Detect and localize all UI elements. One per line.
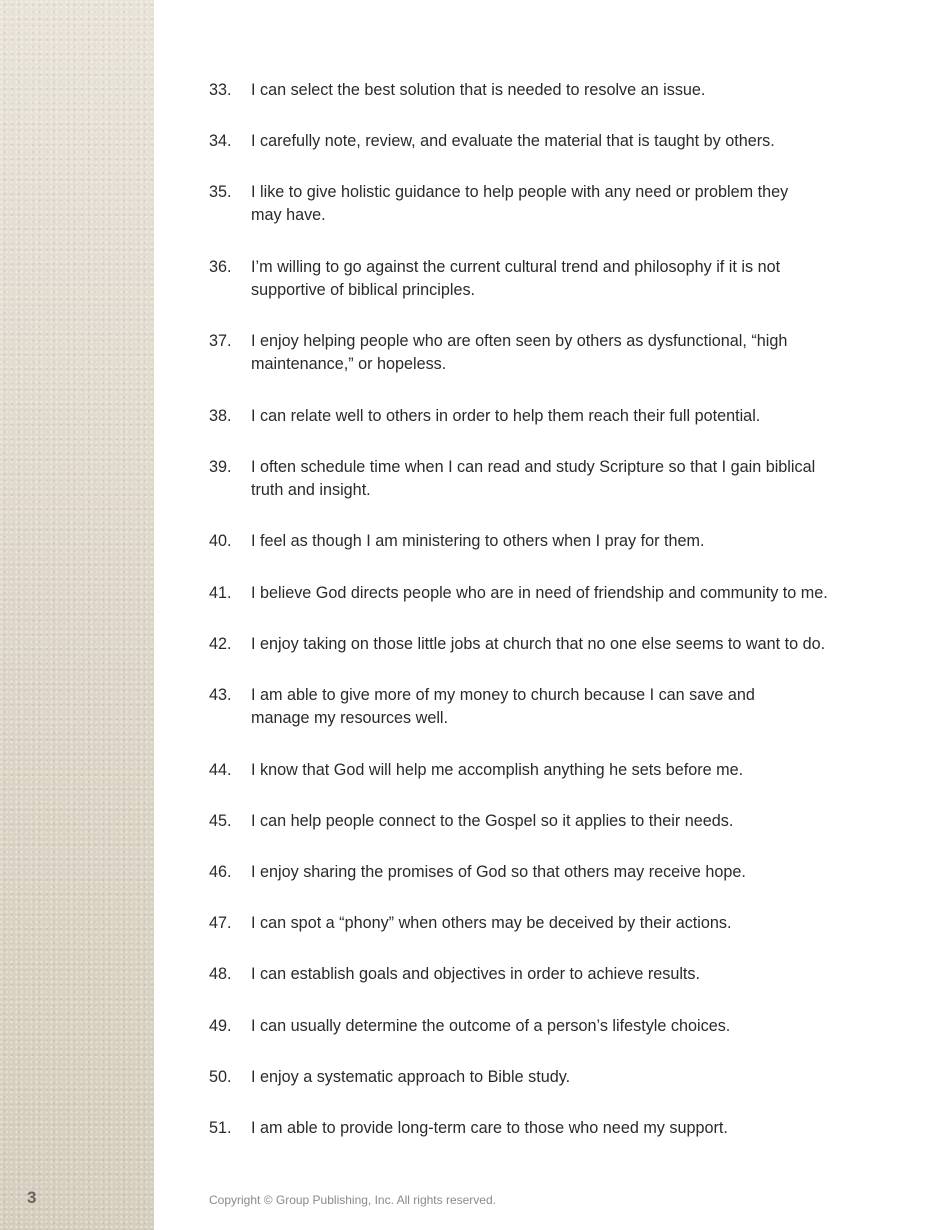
copyright-notice: Copyright © Group Publishing, Inc. All rights reserved. [209, 1193, 496, 1207]
item-text-line-1: I like to give holistic guidance to help people with any need or problem they [251, 183, 789, 201]
item-number: 35. [209, 183, 232, 201]
item-text: I can select the best solution that is needed to resolve an issue. [251, 81, 706, 99]
item-text: I enjoy a systematic approach to Bible study. [251, 1068, 571, 1086]
item-number: 33. [209, 81, 232, 99]
item-number: 40. [209, 532, 232, 550]
item-number: 44. [209, 761, 232, 779]
item-number: 34. [209, 132, 232, 150]
item-text-line-1: I enjoy helping people who are often seen by others as dysfunctional, “high [251, 332, 788, 350]
item-text: I can spot a “phony” when others may be deceived by their actions. [251, 914, 732, 932]
page-margin-sidebar [0, 0, 154, 1230]
item-number: 49. [209, 1017, 232, 1035]
item-text: I can usually determine the outcome of a person’s lifestyle choices. [251, 1017, 731, 1035]
item-text: I can help people connect to the Gospel so it applies to their needs. [251, 812, 734, 830]
page-number: 3 [27, 1188, 37, 1207]
item-number: 38. [209, 407, 232, 425]
item-number: 51. [209, 1119, 232, 1137]
item-number: 46. [209, 863, 232, 881]
item-number: 39. [209, 458, 232, 476]
item-number: 42. [209, 635, 232, 653]
item-text-line-2: may have. [251, 206, 326, 224]
item-text: I can establish goals and objectives in order to achieve results. [251, 965, 701, 983]
item-text-line-1: I am able to give more of my money to church because I can save and [251, 686, 755, 704]
item-number: 43. [209, 686, 232, 704]
item-text-line-1: I’m willing to go against the current cultural trend and philosophy if it is not [251, 258, 781, 276]
item-text-line-2: supportive of biblical principles. [251, 281, 476, 299]
item-text: I enjoy taking on those little jobs at church that no one else seems to want to do. [251, 635, 826, 653]
item-text: I feel as though I am ministering to others when I pray for them. [251, 532, 705, 550]
item-text-line-2: manage my resources well. [251, 709, 449, 727]
item-number: 37. [209, 332, 232, 350]
item-number: 45. [209, 812, 232, 830]
item-text: I believe God directs people who are in need of friendship and community to me. [251, 584, 828, 602]
item-text: I carefully note, review, and evaluate the material that is taught by others. [251, 132, 775, 150]
item-number: 36. [209, 258, 232, 276]
item-text: I can relate well to others in order to help them reach their full potential. [251, 407, 761, 425]
item-text: I am able to provide long-term care to those who need my support. [251, 1119, 728, 1137]
item-text-line-2: maintenance,” or hopeless. [251, 355, 447, 373]
item-number: 41. [209, 584, 232, 602]
item-number: 47. [209, 914, 232, 932]
item-text: I know that God will help me accomplish anything he sets before me. [251, 761, 744, 779]
item-number: 48. [209, 965, 232, 983]
item-text-line-2: truth and insight. [251, 481, 371, 499]
item-number: 50. [209, 1068, 232, 1086]
item-text-line-1: I often schedule time when I can read and study Scripture so that I gain biblical [251, 458, 816, 476]
item-text: I enjoy sharing the promises of God so that others may receive hope. [251, 863, 746, 881]
